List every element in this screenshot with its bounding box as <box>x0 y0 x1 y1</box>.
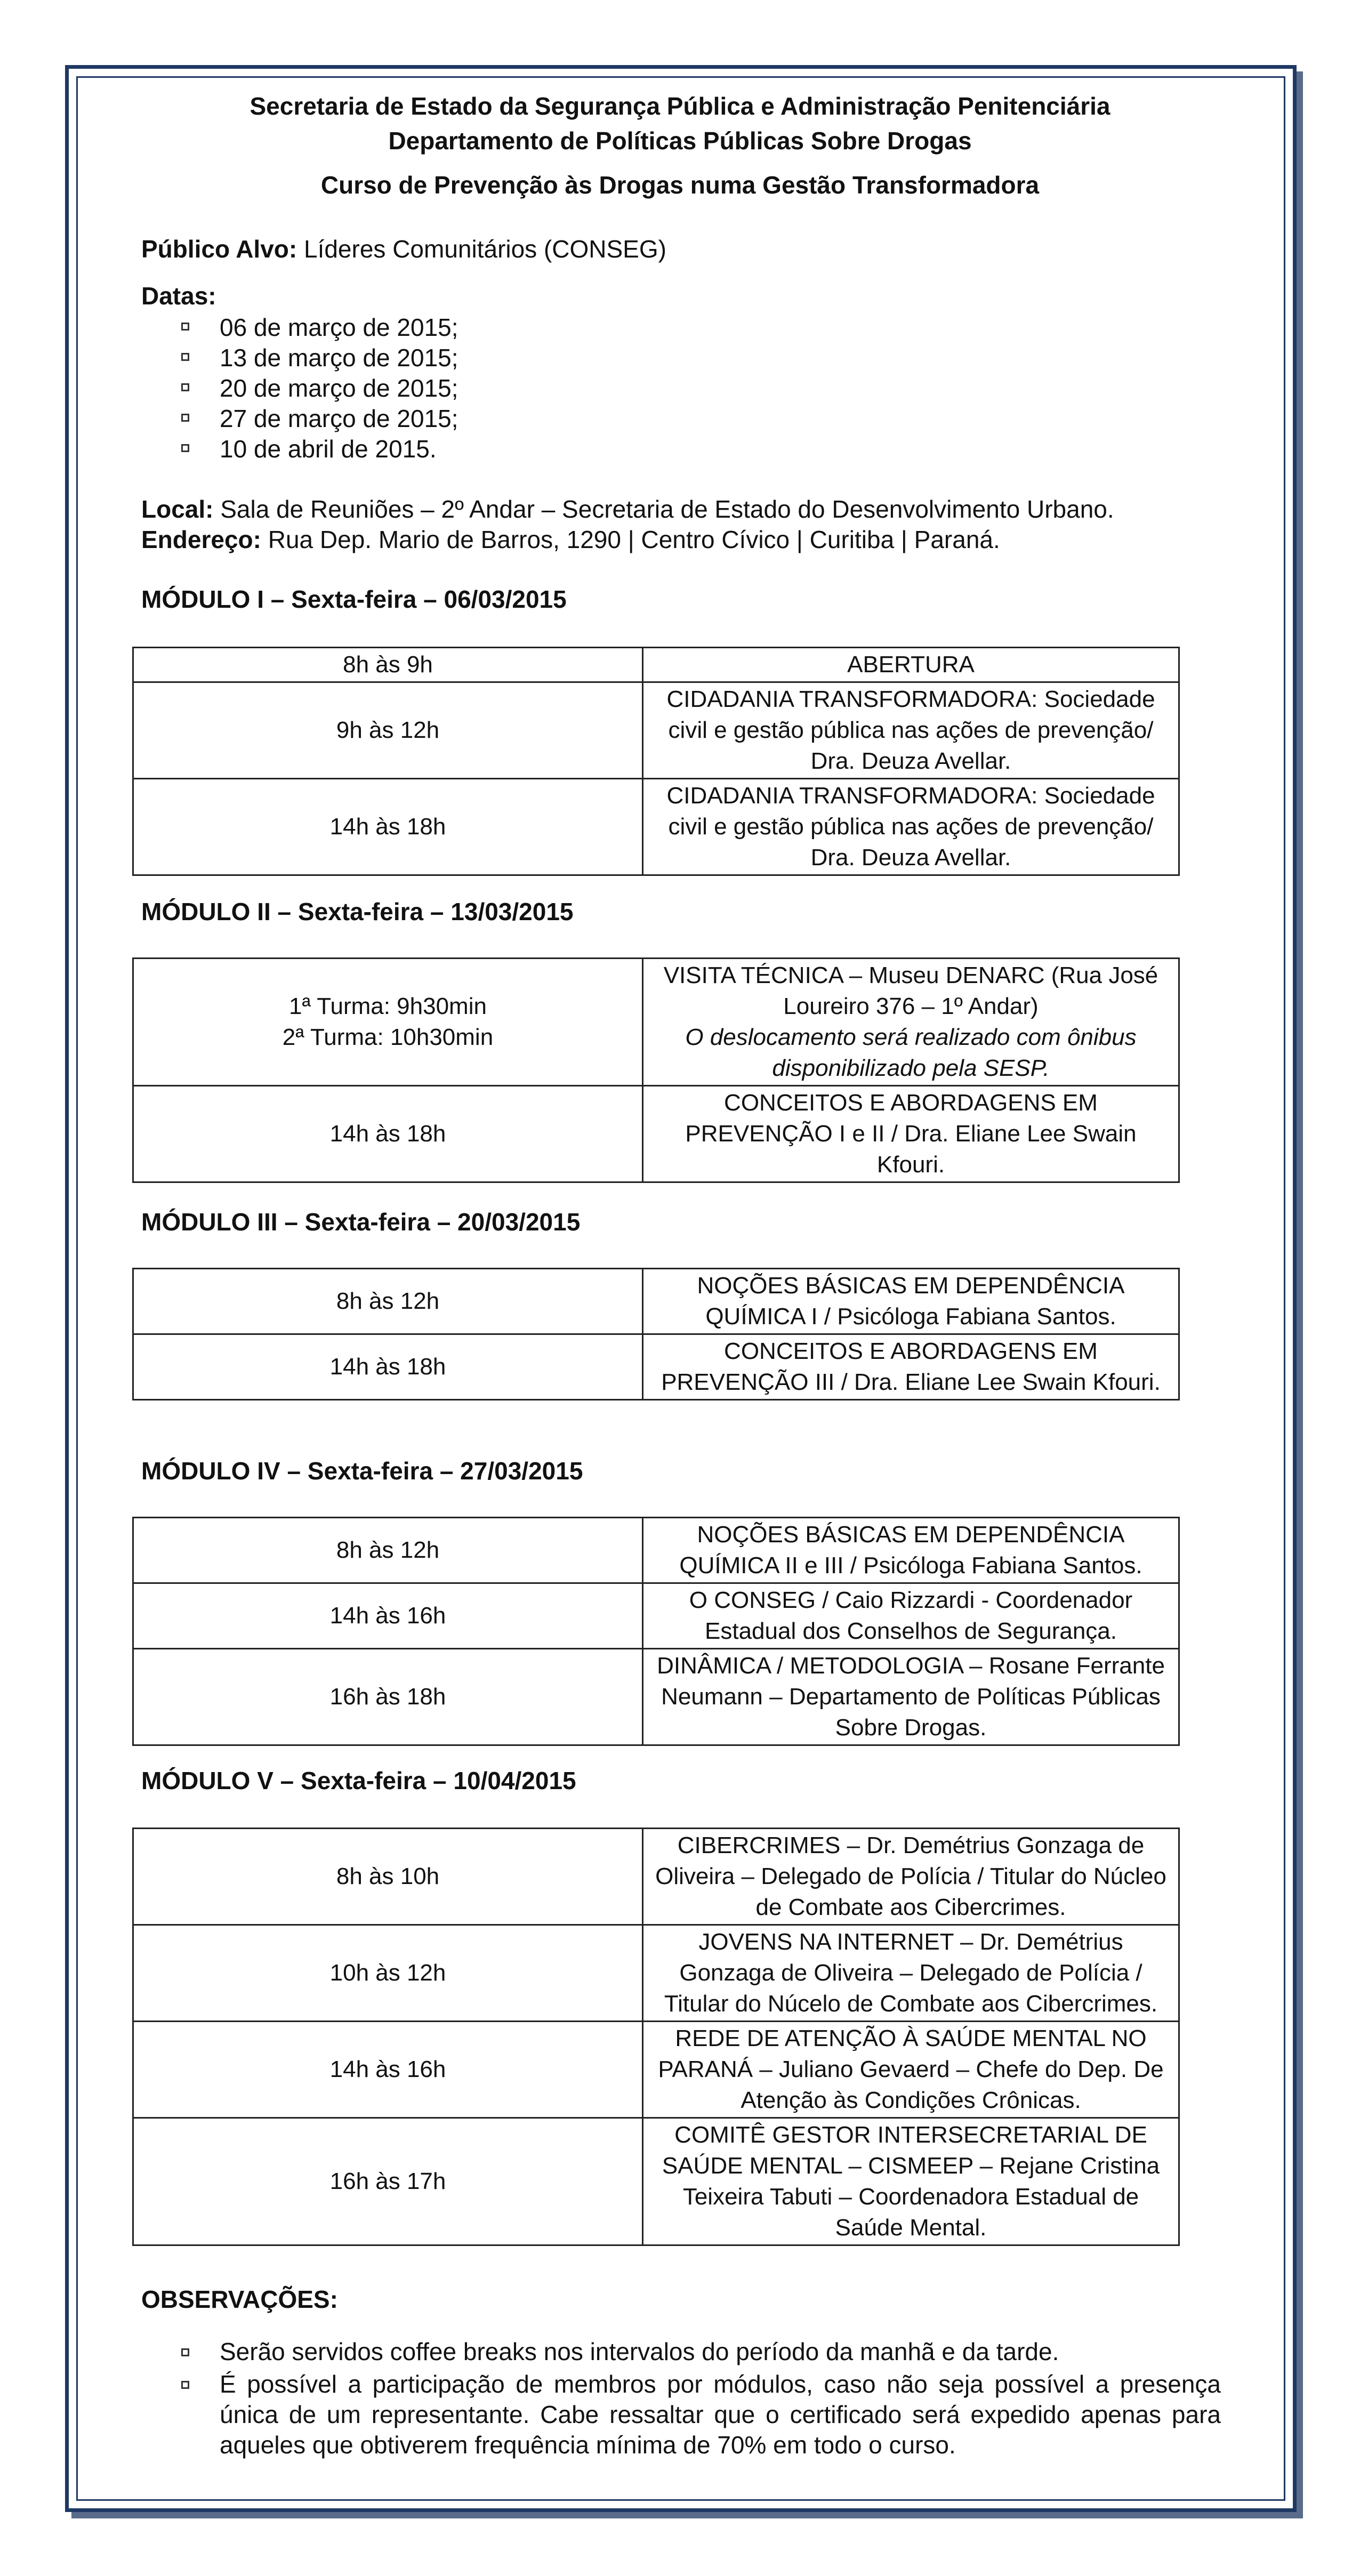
endereco <box>141 525 1000 554</box>
time-cell: 14h às 18h <box>133 1334 643 1400</box>
activity-cell: VISITA TÉCNICA – Museu DENARC (Rua José Loureiro 376 – 1º Andar) O deslocamento será realizado com ônibus disponibilizado pela SESP. <box>643 959 1179 1086</box>
time-cell: 10h às 12h <box>133 1925 643 2022</box>
list-item: É possível a participação de membros por módulos, caso não seja possível a presença única de um representante. Cabe ressaltar que o certificado será expedido apenas para aqueles que obtiverem frequência mínima de 70% em todo o curso. <box>181 2369 1221 2460</box>
local-label: Local: <box>141 495 214 523</box>
header-departamento: Departamento de Políticas Públicas Sobre Drogas <box>388 127 972 155</box>
table-row <box>133 1649 1179 1745</box>
list-item: Serão servidos coffee breaks nos intervalos do período da manhã e da tarde. <box>181 2337 1221 2367</box>
time-cell: 8h às 12h <box>133 1518 643 1583</box>
table-row <box>133 1086 1179 1182</box>
time-cell: 8h às 10h <box>133 1829 643 1925</box>
date-item: 27 de março de 2015; <box>181 404 458 434</box>
local-value: Sala de Reuniões – 2º Andar – Secretaria de Estado do Desenvolvimento Urbano. <box>213 495 1114 523</box>
turma-2: 2ª Turma: 10h30min <box>282 1024 494 1050</box>
observacoes-title: OBSERVAÇÕES: <box>141 2285 338 2313</box>
table-row <box>133 779 1179 875</box>
activity-cell: REDE DE ATENÇÃO À SAÚDE MENTAL NO PARANÁ – Juliano Gevaerd – Chefe do Dep. De Atenção às Condições Crônicas. <box>643 2022 1179 2118</box>
date-item: 20 de março de 2015; <box>181 373 458 404</box>
time-cell: 14h às 18h <box>133 779 643 875</box>
checkbox-bullet-icon <box>181 383 189 391</box>
table-row <box>133 959 1179 1086</box>
activity-cell: O CONSEG / Caio Rizzardi - Coordenador Estadual dos Conselhos de Segurança. <box>643 1583 1179 1649</box>
checkbox-bullet-icon <box>181 2381 189 2389</box>
table-row <box>133 1334 1179 1400</box>
activity-cell: COMITÊ GESTOR INTERSECRETARIAL DE SAÚDE MENTAL – CISMEEP – Rejane Cristina Teixeira Tabuti – Coordenadora Estadual de Saúde Mental. <box>643 2118 1179 2245</box>
schedule-table-module-5 <box>132 1828 1180 2246</box>
schedule-table-module-4 <box>132 1517 1180 1746</box>
time-cell <box>133 959 643 1086</box>
publico-alvo <box>141 235 666 263</box>
activity-note: O deslocamento será realizado com ônibus disponibilizado pela SESP. <box>685 1024 1137 1081</box>
header-curso: Curso de Prevenção às Drogas numa Gestão Transformadora <box>320 171 1040 199</box>
activity-cell: ABERTURA <box>643 648 1179 682</box>
module-title: MÓDULO IV – Sexta-feira – 27/03/2015 <box>141 1457 583 1485</box>
schedule-table-module-3 <box>132 1268 1180 1400</box>
table-row <box>133 1925 1179 2022</box>
endereco-value: Rua Dep. Mario de Barros, 1290 | Centro Cívico | Curitiba | Paraná. <box>261 526 1000 553</box>
activity-cell: CIDADANIA TRANSFORMADORA: Sociedade civil e gestão pública nas ações de prevenção/ Dra. Deuza Avellar. <box>643 779 1179 875</box>
header-secretaria: Secretaria de Estado da Segurança Pública e Administração Penitenciária <box>250 92 1110 120</box>
date-item: 13 de março de 2015; <box>181 343 458 373</box>
time-cell: 9h às 12h <box>133 682 643 779</box>
time-cell: 8h às 12h <box>133 1269 643 1334</box>
observacoes-list <box>181 2337 1221 2462</box>
table-row <box>133 1518 1179 1583</box>
time-cell: 14h às 16h <box>133 2022 643 2118</box>
local <box>141 495 1114 524</box>
checkbox-bullet-icon <box>181 353 189 361</box>
checkbox-bullet-icon <box>181 444 189 452</box>
publico-label: Público Alvo: <box>141 235 297 263</box>
checkbox-bullet-icon <box>181 2348 189 2356</box>
schedule-table-module-2 <box>132 957 1180 1183</box>
checkbox-bullet-icon <box>181 414 189 422</box>
time-cell: 8h às 9h <box>133 648 643 682</box>
checkbox-bullet-icon <box>181 323 189 331</box>
activity-cell: JOVENS NA INTERNET – Dr. Demétrius Gonzaga de Oliveira – Delegado de Polícia / Titular do Núcelo de Combate aos Cibercrimes. <box>643 1925 1179 2022</box>
module-title: MÓDULO II – Sexta-feira – 13/03/2015 <box>141 898 574 925</box>
time-cell: 16h às 18h <box>133 1649 643 1745</box>
module-title: MÓDULO III – Sexta-feira – 20/03/2015 <box>141 1208 581 1236</box>
time-cell: 16h às 17h <box>133 2118 643 2245</box>
table-row <box>133 1829 1179 1925</box>
activity-cell: CIBERCRIMES – Dr. Demétrius Gonzaga de Oliveira – Delegado de Polícia / Titular do Núcleo de Combate aos Cibercrimes. <box>643 1829 1179 1925</box>
activity-cell: CONCEITOS E ABORDAGENS EM PREVENÇÃO III / Dra. Eliane Lee Swain Kfouri. <box>643 1334 1179 1400</box>
schedule-table-module-1 <box>132 647 1180 876</box>
turma-1: 1ª Turma: 9h30min <box>289 993 487 1019</box>
date-item: 10 de abril de 2015. <box>181 434 458 464</box>
module-title: MÓDULO V – Sexta-feira – 10/04/2015 <box>141 1767 576 1794</box>
date-item: 06 de março de 2015; <box>181 312 458 343</box>
table-row <box>133 1583 1179 1649</box>
activity-cell: DINÂMICA / METODOLOGIA – Rosane Ferrante Neumann – Departamento de Políticas Públicas Sobre Drogas. <box>643 1649 1179 1745</box>
datas-label: Datas: <box>141 282 216 310</box>
activity-cell: CIDADANIA TRANSFORMADORA: Sociedade civil e gestão pública nas ações de prevenção/ Dra. Deuza Avellar. <box>643 682 1179 779</box>
time-cell: 14h às 16h <box>133 1583 643 1649</box>
activity-cell: NOÇÕES BÁSICAS EM DEPENDÊNCIA QUÍMICA II e III / Psicóloga Fabiana Santos. <box>643 1518 1179 1583</box>
table-row <box>133 2118 1179 2245</box>
time-cell: 14h às 18h <box>133 1086 643 1182</box>
publico-value: Líderes Comunitários (CONSEG) <box>297 235 666 263</box>
table-row <box>133 2022 1179 2118</box>
table-row <box>133 682 1179 779</box>
activity-cell: NOÇÕES BÁSICAS EM DEPENDÊNCIA QUÍMICA I / Psicóloga Fabiana Santos. <box>643 1269 1179 1334</box>
table-row <box>133 1269 1179 1334</box>
endereco-label: Endereço: <box>141 526 261 553</box>
dates-list <box>181 312 458 464</box>
module-title: MÓDULO I – Sexta-feira – 06/03/2015 <box>141 585 567 613</box>
table-row <box>133 648 1179 682</box>
activity-cell: CONCEITOS E ABORDAGENS EM PREVENÇÃO I e II / Dra. Eliane Lee Swain Kfouri. <box>643 1086 1179 1182</box>
